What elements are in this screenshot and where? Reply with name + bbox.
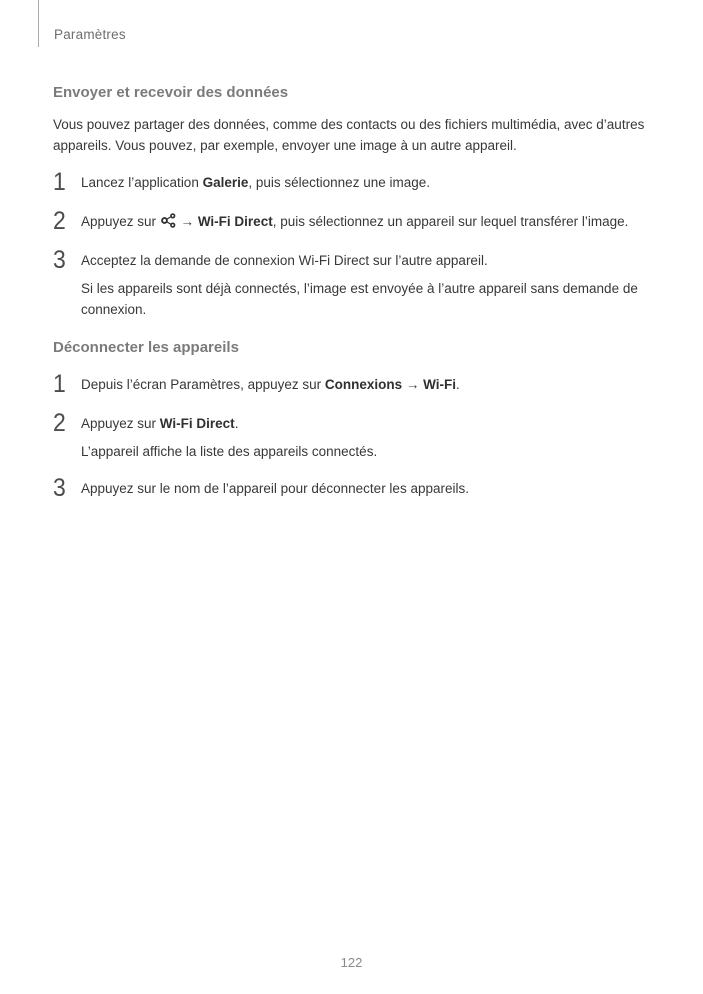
step: [53, 476, 653, 501]
step-note: Si les appareils sont déjà connectés, l’image est envoyée à l’autre appareil sans demande de connexion.: [81, 281, 638, 317]
step: [53, 411, 653, 462]
arrow-glyph: →: [176, 214, 198, 229]
breadcrumb: Paramètres: [54, 27, 126, 42]
step-text: Appuyez sur → Wi-Fi Direct, puis sélectionnez un appareil sur lequel transférer l’image.: [81, 214, 629, 229]
step-text: Appuyez sur Wi-Fi Direct.: [81, 416, 239, 431]
section-heading: Envoyer et recevoir des données: [53, 84, 289, 101]
step-number: 3: [53, 246, 66, 274]
step-number: 2: [53, 409, 66, 437]
step: [53, 372, 653, 397]
step-note: L’appareil affiche la liste des appareils connectés.: [81, 444, 378, 459]
section-heading: Déconnecter les appareils: [53, 339, 239, 356]
arrow-glyph: →: [402, 377, 424, 392]
step-text: Lancez l’application Galerie, puis sélectionnez une image.: [81, 175, 430, 190]
page-content: [0, 83, 703, 501]
page-header: [38, 0, 703, 47]
bold-term: Galerie: [202, 175, 249, 190]
bold-term: Wi-Fi Direct: [197, 214, 273, 229]
step: [53, 209, 653, 234]
step: [53, 170, 653, 195]
step-number: 1: [53, 168, 66, 196]
bold-term: Wi-Fi: [423, 377, 457, 392]
step-number: 2: [53, 207, 66, 235]
section-intro: Vous pouvez partager des données, comme des contacts ou des fichiers multimédia, avec d’autres appareils. Vous pouvez, par exemple, envoyer une image à un autre appareil.: [53, 117, 645, 153]
page-footer: [0, 954, 703, 972]
bold-term: Connexions: [324, 377, 403, 392]
step-text: Depuis l’écran Paramètres, appuyez sur Connexions → Wi-Fi.: [81, 377, 460, 392]
step-number: 1: [53, 370, 66, 398]
step-text: Acceptez la demande de connexion Wi-Fi Direct sur l’autre appareil.: [81, 253, 488, 268]
step: [53, 248, 653, 320]
bold-term: Wi-Fi Direct: [159, 416, 235, 431]
step-number: 3: [53, 474, 66, 502]
step-text: Appuyez sur le nom de l’appareil pour déconnecter les appareils.: [81, 481, 469, 496]
share-icon: [161, 213, 176, 228]
page-number: 122: [340, 955, 363, 970]
